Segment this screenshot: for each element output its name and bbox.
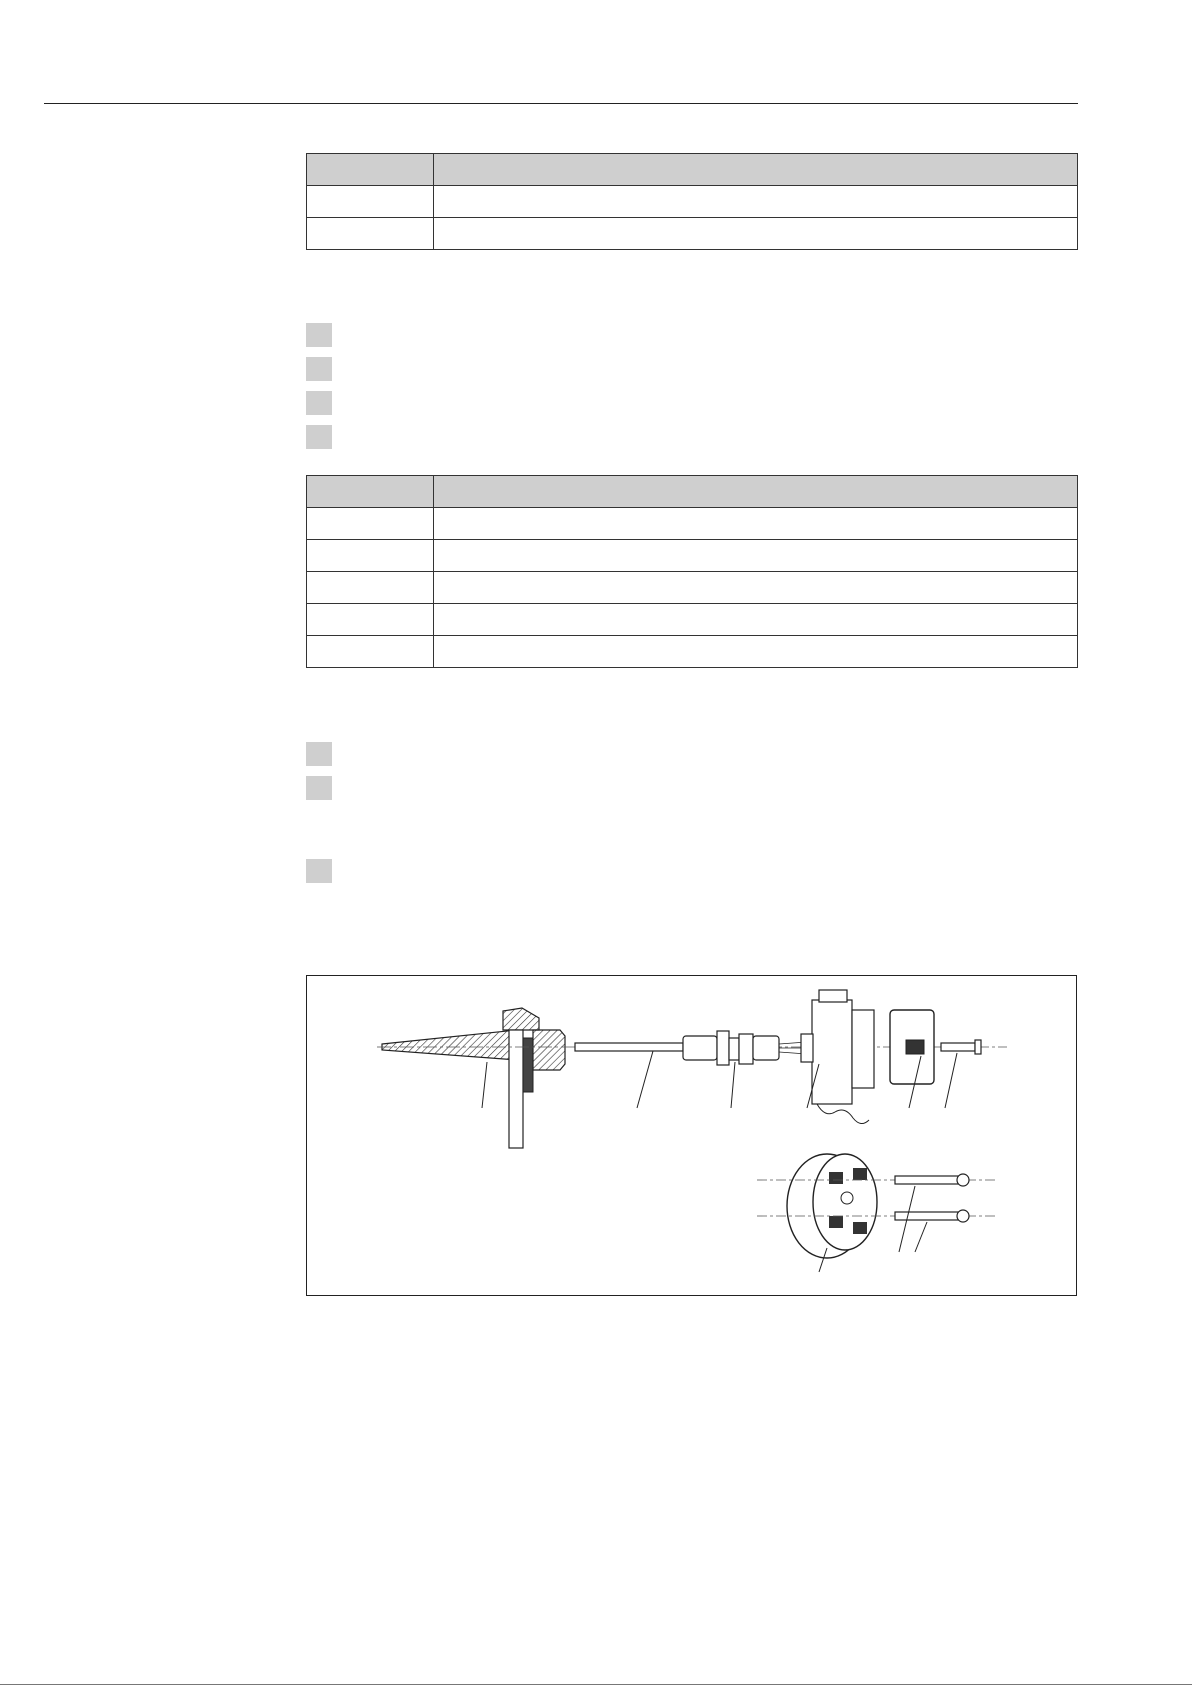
table-header-row <box>307 154 1078 186</box>
specification-table-1 <box>306 153 1078 250</box>
table-header-cell <box>434 476 1078 508</box>
header-rule <box>44 103 1078 104</box>
terminal-head-part <box>801 990 874 1124</box>
step-item <box>306 357 344 381</box>
table-header-cell <box>307 154 434 186</box>
assembly-figure <box>306 975 1077 1296</box>
step-number-box <box>306 776 332 800</box>
table-header-cell <box>307 476 434 508</box>
step-item <box>306 776 344 800</box>
table-cell <box>434 540 1078 572</box>
table-cell <box>434 572 1078 604</box>
measuring-insert-part <box>575 1043 683 1108</box>
table-row <box>307 540 1078 572</box>
step-number-box <box>306 859 332 883</box>
exploded-assembly-drawing <box>307 976 1078 1297</box>
table-cell <box>307 508 434 540</box>
specification-table-2 <box>306 475 1078 668</box>
table-header-row <box>307 476 1078 508</box>
head-cover-part <box>890 1010 934 1108</box>
table-row <box>307 186 1078 218</box>
table-cell <box>307 636 434 668</box>
thermowell-part <box>382 1008 565 1148</box>
table-cell <box>307 540 434 572</box>
step-item <box>306 391 344 415</box>
table-cell <box>307 218 434 250</box>
step-item <box>306 859 344 883</box>
table-cell <box>307 186 434 218</box>
table-cell <box>434 218 1078 250</box>
table-row <box>307 604 1078 636</box>
table-cell <box>307 604 434 636</box>
table-row <box>307 572 1078 604</box>
screw-part <box>941 1040 981 1108</box>
table-cell <box>434 604 1078 636</box>
table-cell <box>434 636 1078 668</box>
step-number-box <box>306 391 332 415</box>
step-number-box <box>306 323 332 347</box>
step-number-box <box>306 357 332 381</box>
table-row <box>307 218 1078 250</box>
step-item <box>306 742 344 766</box>
table-cell <box>434 508 1078 540</box>
table-header-cell <box>434 154 1078 186</box>
table-row <box>307 636 1078 668</box>
mounting-screws-part <box>895 1174 969 1252</box>
step-number-box <box>306 425 332 449</box>
table-row <box>307 508 1078 540</box>
step-item <box>306 425 344 449</box>
step-item <box>306 323 344 347</box>
table-cell <box>434 186 1078 218</box>
compression-fitting-part <box>683 1031 807 1108</box>
step-number-box <box>306 742 332 766</box>
table-cell <box>307 572 434 604</box>
